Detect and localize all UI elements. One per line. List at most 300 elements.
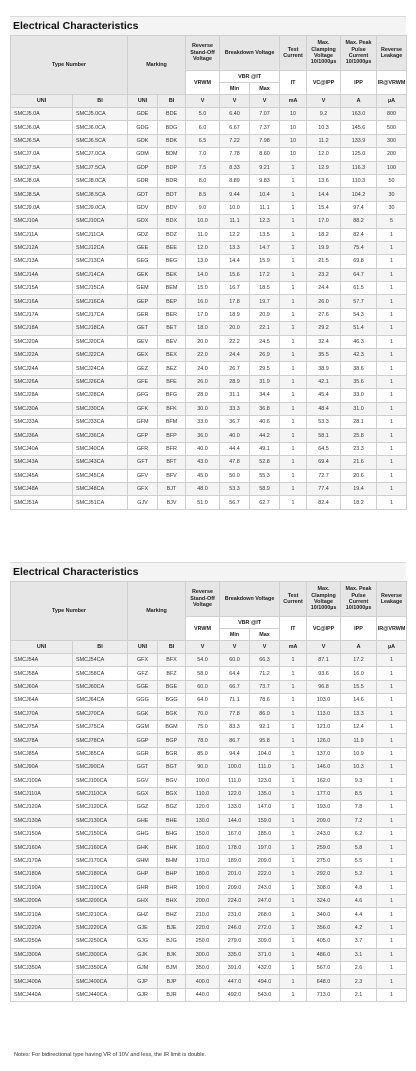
table-row (11, 814, 407, 827)
cell-vbr-min: 22.2 (220, 335, 250, 348)
cell-bi-marking: BHG (158, 828, 186, 841)
cell-bi-type: SMCJ11CA (73, 228, 128, 241)
cell-ipp: 14.6 (341, 694, 377, 707)
cell-uni-type: SMCJ58A (11, 667, 73, 680)
cell-ir: 1 (377, 774, 407, 787)
cell-vbr-min: 133.0 (220, 801, 250, 814)
cell-ir: 1 (377, 335, 407, 348)
cell-bi-marking: BEG (158, 255, 186, 268)
cell-vbr-min: 33.3 (220, 402, 250, 415)
cell-ir: 1 (377, 322, 407, 335)
cell-vc: 324.0 (307, 895, 341, 908)
cell-vc: 45.4 (307, 389, 341, 402)
cell-vrwm: 54.0 (186, 654, 220, 667)
cell-vbr-min: 44.4 (220, 442, 250, 455)
cell-bi-marking: BEK (158, 268, 186, 281)
cell-vbr-min: 20.0 (220, 322, 250, 335)
header-clamping: Max. Clamping Voltage 10/1000µs (307, 36, 341, 71)
cell-vbr-max: 8.60 (250, 148, 280, 161)
cell-bi-type: SMCJ300CA (73, 948, 128, 961)
cell-vrwm: 9.0 (186, 201, 220, 214)
cell-vc: 82.4 (307, 496, 341, 509)
cell-it: 1 (280, 161, 307, 174)
footnote: Notes: For bidirectional type having VR of 10V and less, the IR limit is double. (14, 1052, 207, 1058)
cell-ir: 1 (377, 881, 407, 894)
cell-vrwm: 13.0 (186, 255, 220, 268)
cell-bi-marking: BFT (158, 456, 186, 469)
cell-uni-marking: GGX (128, 787, 158, 800)
table-row (11, 720, 407, 733)
header-max: Max (250, 83, 280, 95)
cell-it: 1 (280, 469, 307, 482)
cell-ipp: 163.0 (341, 108, 377, 121)
cell-bi-type: SMCJ28CA (73, 389, 128, 402)
cell-bi-type: SMCJ130CA (73, 814, 128, 827)
cell-ipp: 17.2 (341, 654, 377, 667)
cell-ir: 1 (377, 469, 407, 482)
table-row (11, 349, 407, 362)
table-row (11, 961, 407, 974)
cell-uni-type: SMCJ7.0A (11, 148, 73, 161)
cell-ir: 1 (377, 349, 407, 362)
cell-vrwm: 300.0 (186, 948, 220, 961)
cell-bi-marking: BHK (158, 841, 186, 854)
cell-it: 1 (280, 456, 307, 469)
cell-ipp: 28.1 (341, 415, 377, 428)
table-row (11, 895, 407, 908)
cell-uni-type: SMCJ36A (11, 429, 73, 442)
cell-bi-marking: BFG (158, 389, 186, 402)
cell-ir: 800 (377, 108, 407, 121)
cell-vbr-min: 7.78 (220, 148, 250, 161)
cell-it: 1 (280, 375, 307, 388)
header-marking: Marking (128, 582, 186, 641)
header-vbr-it: VBR @IT (220, 617, 280, 629)
cell-ipp: 20.6 (341, 469, 377, 482)
cell-ir: 1 (377, 402, 407, 415)
table-row (11, 654, 407, 667)
cell-bi-type: SMCJ400CA (73, 975, 128, 988)
header-vc-ipp: VC@IPP (307, 617, 341, 641)
cell-vbr-min: 224.0 (220, 895, 250, 908)
unit-v: V (250, 641, 280, 654)
cell-vbr-max: 24.5 (250, 335, 280, 348)
cell-vbr-max: 78.6 (250, 694, 280, 707)
cell-bi-marking: BEP (158, 295, 186, 308)
cell-uni-marking: GGM (128, 720, 158, 733)
cell-bi-marking: BGR (158, 747, 186, 760)
cell-bi-marking: BDE (158, 108, 186, 121)
cell-vrwm: 6.5 (186, 134, 220, 147)
cell-vc: 275.0 (307, 854, 341, 867)
cell-bi-marking: BFX (158, 654, 186, 667)
table-row (11, 161, 407, 174)
cell-vbr-max: 26.9 (250, 349, 280, 362)
header-standoff: Reverse Stand-Off Voltage (186, 36, 220, 71)
cell-ipp: 4.8 (341, 881, 377, 894)
cell-ir: 1 (377, 415, 407, 428)
cell-vbr-min: 64.4 (220, 667, 250, 680)
table-row (11, 787, 407, 800)
cell-bi-type: SMCJ90CA (73, 761, 128, 774)
cell-ipp: 4.2 (341, 921, 377, 934)
cell-vbr-min: 10.0 (220, 201, 250, 214)
cell-vc: 177.0 (307, 787, 341, 800)
cell-vc: 69.4 (307, 456, 341, 469)
cell-uni-marking: GEE (128, 241, 158, 254)
cell-vrwm: 85.0 (186, 747, 220, 760)
cell-vc: 340.0 (307, 908, 341, 921)
header-clamping: Max. Clamping Voltage 10/1000µs (307, 582, 341, 617)
cell-bi-type: SMCJ8.5CA (73, 188, 128, 201)
cell-ipp: 116.3 (341, 161, 377, 174)
cell-it: 1 (280, 961, 307, 974)
table-row (11, 680, 407, 693)
header-vrwm: VRWM (186, 71, 220, 95)
cell-bi-type: SMCJ48CA (73, 482, 128, 495)
header-it: IT (280, 71, 307, 95)
cell-bi-type: SMCJ10CA (73, 215, 128, 228)
table-body-1 (11, 108, 407, 510)
cell-vrwm: 15.0 (186, 282, 220, 295)
cell-vbr-max: 12.3 (250, 215, 280, 228)
cell-bi-type: SMCJ110CA (73, 787, 128, 800)
cell-vbr-max: 19.7 (250, 295, 280, 308)
cell-uni-type: SMCJ40A (11, 442, 73, 455)
cell-vbr-min: 40.0 (220, 429, 250, 442)
cell-ir: 100 (377, 161, 407, 174)
cell-vbr-max: 7.98 (250, 134, 280, 147)
cell-bi-type: SMCJ75CA (73, 720, 128, 733)
cell-vrwm: 6.0 (186, 121, 220, 134)
cell-vbr-min: 94.4 (220, 747, 250, 760)
cell-uni-marking: GGK (128, 707, 158, 720)
table-row (11, 774, 407, 787)
cell-ir: 200 (377, 148, 407, 161)
cell-it: 1 (280, 761, 307, 774)
cell-vbr-max: 31.9 (250, 375, 280, 388)
cell-uni-marking: GFR (128, 442, 158, 455)
cell-it: 1 (280, 335, 307, 348)
cell-vbr-max: 92.1 (250, 720, 280, 733)
cell-uni-type: SMCJ13A (11, 255, 73, 268)
header-uni: UNI (11, 641, 73, 654)
cell-vbr-min: 144.0 (220, 814, 250, 827)
cell-it: 1 (280, 680, 307, 693)
cell-vrwm: 75.0 (186, 720, 220, 733)
cell-vc: 243.0 (307, 828, 341, 841)
cell-vrwm: 17.0 (186, 308, 220, 321)
table-row (11, 241, 407, 254)
cell-vc: 405.0 (307, 935, 341, 948)
cell-it: 1 (280, 988, 307, 1001)
table-row (11, 442, 407, 455)
cell-it: 1 (280, 496, 307, 509)
cell-bi-marking: BGK (158, 707, 186, 720)
cell-uni-marking: GDK (128, 134, 158, 147)
cell-vrwm: 48.0 (186, 482, 220, 495)
cell-it: 1 (280, 908, 307, 921)
cell-uni-marking: GFP (128, 429, 158, 442)
cell-uni-marking: GFZ (128, 667, 158, 680)
table-row (11, 335, 407, 348)
cell-ipp: 54.3 (341, 308, 377, 321)
cell-bi-type: SMCJ12CA (73, 241, 128, 254)
cell-ir: 1 (377, 707, 407, 720)
header-bi: BI (73, 95, 128, 108)
cell-it: 1 (280, 734, 307, 747)
table-row (11, 854, 407, 867)
cell-it: 1 (280, 241, 307, 254)
cell-vc: 38.9 (307, 362, 341, 375)
cell-vbr-min: 231.0 (220, 908, 250, 921)
cell-uni-marking: GJM (128, 961, 158, 974)
cell-vc: 32.4 (307, 335, 341, 348)
cell-uni-type: SMCJ160A (11, 841, 73, 854)
table-row (11, 667, 407, 680)
header-uni: UNI (128, 641, 158, 654)
table-row (11, 121, 407, 134)
cell-vrwm: 120.0 (186, 801, 220, 814)
cell-vbr-max: 29.5 (250, 362, 280, 375)
header-uni: UNI (128, 95, 158, 108)
cell-uni-type: SMCJ26A (11, 375, 73, 388)
cell-bi-marking: BHR (158, 881, 186, 894)
table-row (11, 375, 407, 388)
cell-bi-marking: BGZ (158, 801, 186, 814)
cell-uni-type: SMCJ33A (11, 415, 73, 428)
cell-it: 1 (280, 188, 307, 201)
cell-vbr-max: 111.0 (250, 761, 280, 774)
cell-bi-marking: BGX (158, 787, 186, 800)
cell-bi-marking: BDZ (158, 228, 186, 241)
cell-bi-marking: BJG (158, 935, 186, 948)
table-row (11, 228, 407, 241)
cell-vbr-min: 391.0 (220, 961, 250, 974)
cell-vbr-max: 52.8 (250, 456, 280, 469)
header-marking: Marking (128, 36, 186, 95)
cell-ir: 1 (377, 442, 407, 455)
cell-vrwm: 190.0 (186, 881, 220, 894)
cell-vbr-max: 371.0 (250, 948, 280, 961)
cell-it: 1 (280, 747, 307, 760)
table-row (11, 881, 407, 894)
unit-v: V (186, 95, 220, 108)
cell-ipp: 3.7 (341, 935, 377, 948)
cell-uni-type: SMCJ45A (11, 469, 73, 482)
cell-vrwm: 40.0 (186, 442, 220, 455)
cell-it: 1 (280, 268, 307, 281)
header-ipp: IPP (341, 617, 377, 641)
cell-vbr-max: 147.0 (250, 801, 280, 814)
cell-vbr-max: 34.4 (250, 389, 280, 402)
cell-ipp: 125.0 (341, 148, 377, 161)
cell-ir: 1 (377, 854, 407, 867)
cell-vbr-min: 17.8 (220, 295, 250, 308)
cell-vbr-min: 60.0 (220, 654, 250, 667)
cell-ipp: 23.3 (341, 442, 377, 455)
cell-vc: 137.0 (307, 747, 341, 760)
cell-bi-type: SMCJ43CA (73, 456, 128, 469)
header-type-number: Type Number (11, 582, 128, 641)
table-row (11, 988, 407, 1001)
cell-vbr-max: 49.1 (250, 442, 280, 455)
cell-uni-type: SMCJ440A (11, 988, 73, 1001)
cell-uni-type: SMCJ18A (11, 322, 73, 335)
cell-vrwm: 170.0 (186, 854, 220, 867)
cell-it: 1 (280, 854, 307, 867)
table-row (11, 215, 407, 228)
cell-vc: 18.2 (307, 228, 341, 241)
cell-it: 1 (280, 774, 307, 787)
cell-bi-marking: BDK (158, 134, 186, 147)
cell-bi-marking: BJE (158, 921, 186, 934)
table-row (11, 747, 407, 760)
cell-ir: 1 (377, 268, 407, 281)
cell-vrwm: 45.0 (186, 469, 220, 482)
cell-uni-marking: GDV (128, 201, 158, 214)
cell-vc: 72.7 (307, 469, 341, 482)
cell-uni-type: SMCJ120A (11, 801, 73, 814)
cell-bi-marking: BJR (158, 988, 186, 1001)
cell-bi-type: SMCJ70CA (73, 707, 128, 720)
cell-uni-type: SMCJ28A (11, 389, 73, 402)
cell-vc: 13.6 (307, 174, 341, 187)
cell-vbr-max: 66.3 (250, 654, 280, 667)
cell-uni-marking: GFG (128, 389, 158, 402)
unit-ma: mA (280, 641, 307, 654)
cell-bi-type: SMCJ36CA (73, 429, 128, 442)
cell-vc: 53.3 (307, 415, 341, 428)
cell-uni-type: SMCJ54A (11, 654, 73, 667)
cell-vbr-min: 178.0 (220, 841, 250, 854)
table-body-2 (11, 654, 407, 1002)
cell-uni-type: SMCJ7.5A (11, 161, 73, 174)
cell-uni-marking: GET (128, 322, 158, 335)
cell-vrwm: 180.0 (186, 868, 220, 881)
cell-uni-type: SMCJ220A (11, 921, 73, 934)
cell-it: 1 (280, 215, 307, 228)
cell-ipp: 16.0 (341, 667, 377, 680)
cell-bi-marking: BEV (158, 335, 186, 348)
cell-vrwm: 64.0 (186, 694, 220, 707)
cell-uni-type: SMCJ17A (11, 308, 73, 321)
cell-vrwm: 220.0 (186, 921, 220, 934)
cell-ir: 1 (377, 362, 407, 375)
cell-it: 10 (280, 148, 307, 161)
cell-vrwm: 350.0 (186, 961, 220, 974)
table-row (11, 362, 407, 375)
table-row (11, 255, 407, 268)
cell-vbr-max: 7.07 (250, 108, 280, 121)
table-row (11, 282, 407, 295)
cell-it: 1 (280, 255, 307, 268)
cell-it: 1 (280, 841, 307, 854)
cell-bi-type: SMCJ440CA (73, 988, 128, 1001)
cell-uni-type: SMCJ200A (11, 895, 73, 908)
section-title: Electrical Characteristics (10, 562, 406, 581)
cell-bi-type: SMCJ26CA (73, 375, 128, 388)
cell-vrwm: 210.0 (186, 908, 220, 921)
header-ipp: IPP (341, 71, 377, 95)
cell-vbr-max: 95.8 (250, 734, 280, 747)
cell-uni-type: SMCJ64A (11, 694, 73, 707)
cell-ir: 1 (377, 961, 407, 974)
cell-uni-type: SMCJ300A (11, 948, 73, 961)
cell-uni-marking: GJE (128, 921, 158, 934)
cell-ir: 1 (377, 255, 407, 268)
table-row (11, 801, 407, 814)
cell-uni-marking: GHZ (128, 908, 158, 921)
cell-ir: 30 (377, 201, 407, 214)
cell-uni-marking: GEX (128, 349, 158, 362)
cell-ipp: 10.3 (341, 761, 377, 774)
cell-vbr-min: 122.0 (220, 787, 250, 800)
cell-vbr-min: 18.9 (220, 308, 250, 321)
cell-bi-type: SMCJ160CA (73, 841, 128, 854)
cell-uni-type: SMCJ20A (11, 335, 73, 348)
cell-vc: 35.5 (307, 349, 341, 362)
cell-uni-marking: GDR (128, 174, 158, 187)
cell-uni-marking: GGE (128, 680, 158, 693)
table-row (11, 402, 407, 415)
cell-bi-type: SMCJ5.0CA (73, 108, 128, 121)
cell-bi-type: SMCJ14CA (73, 268, 128, 281)
cell-uni-type: SMCJ130A (11, 814, 73, 827)
cell-vc: 14.4 (307, 188, 341, 201)
cell-bi-marking: BDG (158, 121, 186, 134)
cell-bi-type: SMCJ350CA (73, 961, 128, 974)
cell-vbr-max: 197.0 (250, 841, 280, 854)
cell-ir: 1 (377, 496, 407, 509)
cell-vbr-min: 189.0 (220, 854, 250, 867)
cell-vbr-min: 50.0 (220, 469, 250, 482)
cell-uni-type: SMCJ6.0A (11, 121, 73, 134)
cell-vbr-max: 272.0 (250, 921, 280, 934)
cell-it: 1 (280, 228, 307, 241)
cell-uni-marking: GDT (128, 188, 158, 201)
cell-uni-type: SMCJ350A (11, 961, 73, 974)
cell-vc: 48.4 (307, 402, 341, 415)
cell-vrwm: 51.0 (186, 496, 220, 509)
cell-vc: 567.0 (307, 961, 341, 974)
cell-vrwm: 440.0 (186, 988, 220, 1001)
cell-vrwm: 130.0 (186, 814, 220, 827)
cell-bi-type: SMCJ210CA (73, 908, 128, 921)
table-row (11, 734, 407, 747)
cell-vbr-min: 6.40 (220, 108, 250, 121)
cell-it: 1 (280, 362, 307, 375)
cell-vrwm: 5.0 (186, 108, 220, 121)
cell-vbr-max: 543.0 (250, 988, 280, 1001)
cell-vc: 96.8 (307, 680, 341, 693)
cell-bi-type: SMCJ24CA (73, 362, 128, 375)
cell-uni-type: SMCJ9.0A (11, 201, 73, 214)
cell-bi-marking: BGV (158, 774, 186, 787)
cell-vc: 9.2 (307, 108, 341, 121)
cell-uni-marking: GFX (128, 654, 158, 667)
cell-it: 1 (280, 349, 307, 362)
cell-vc: 77.4 (307, 482, 341, 495)
cell-vc: 486.0 (307, 948, 341, 961)
cell-it: 1 (280, 654, 307, 667)
unit-a: A (341, 95, 377, 108)
cell-it: 1 (280, 402, 307, 415)
cell-uni-type: SMCJ30A (11, 402, 73, 415)
cell-vbr-max: 185.0 (250, 828, 280, 841)
cell-bi-type: SMCJ45CA (73, 469, 128, 482)
table-row (11, 201, 407, 214)
